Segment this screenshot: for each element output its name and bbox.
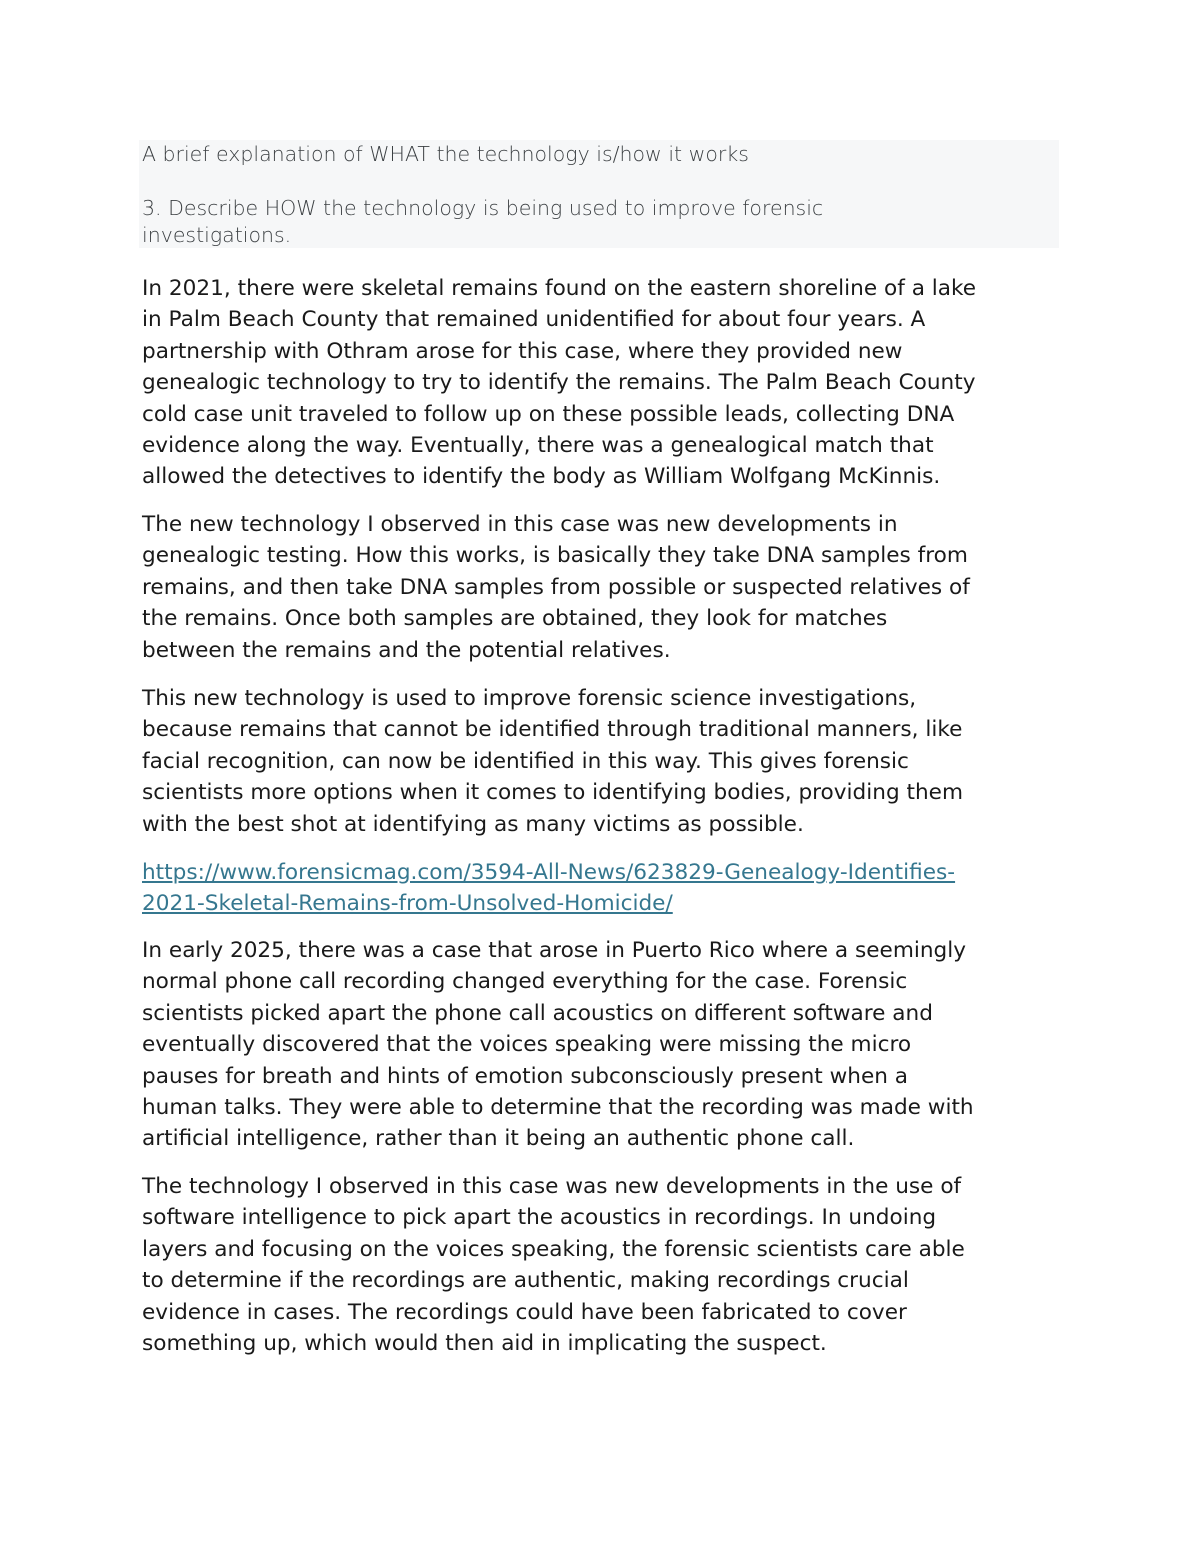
text-line: partnership with Othram arose for this case, where they provided new <box>142 338 903 364</box>
text-line: normal phone call recording changed everything for the case. Forensic <box>142 969 908 995</box>
text-line: eventually discovered that the voices speaking were missing the micro <box>142 1032 912 1058</box>
text-line: In 2021, there were skeletal remains found on the eastern shoreline of a lake <box>142 276 977 301</box>
text-line: something up, which would then aid in implicating the suspect. <box>142 1331 827 1357</box>
text-line: This new technology is used to improve forensic science investigations, <box>142 686 917 711</box>
text-line: cold case unit traveled to follow up on these possible leads, collecting DNA <box>142 401 955 427</box>
text-line: In early 2025, there was a case that arose in Puerto Rico where a seemingly <box>142 938 967 963</box>
assignment-prompt-box <box>139 140 1059 248</box>
paragraph-2021-case <box>142 273 1072 493</box>
text-line: genealogic technology to try to identify the remains. The Palm Beach County <box>142 370 976 396</box>
text-line: genealogic testing. How this works, is basically they take DNA samples from <box>142 543 968 569</box>
text-line: evidence in cases. The recordings could have been fabricated to cover <box>142 1299 907 1325</box>
text-line: scientists more options when it comes to identifying bodies, providing them <box>142 780 963 806</box>
prompt-line-how-cont: investigations. <box>142 223 292 247</box>
paragraph-genealogic-technology <box>142 509 1072 666</box>
text-line: layers and focusing on the voices speaking, the forensic scientists care able <box>142 1236 965 1262</box>
prompt-line-how: 3. Describe HOW the technology is being used to improve forensic <box>142 196 824 220</box>
text-line: evidence along the way. Eventually, there was a genealogical match that <box>142 433 934 459</box>
text-line: remains, and then take DNA samples from possible or suspected relatives of <box>142 574 970 600</box>
text-line: artificial intelligence, rather than it being an authentic phone call. <box>142 1126 855 1152</box>
source-link-line[interactable]: https://www.forensicmag.com/3594-All-News/623829-Genealogy-Identifies- <box>142 860 956 885</box>
source-link[interactable] <box>142 857 1072 920</box>
paragraph-forensic-improvement <box>142 683 1072 840</box>
text-line: The new technology I observed in this case was new developments in <box>142 512 898 537</box>
text-line: The technology I observed in this case was new developments in the use of <box>142 1174 962 1199</box>
text-line: the remains. Once both samples are obtained, they look for matches <box>142 606 888 632</box>
text-line: with the best shot at identifying as many victims as possible. <box>142 811 804 837</box>
prompt-line-what: A brief explanation of WHAT the technology is/how it works <box>142 142 749 166</box>
text-line: facial recognition, can now be identified in this way. This gives forensic <box>142 748 909 774</box>
source-link-line[interactable]: 2021-Skeletal-Remains-from-Unsolved-Homicide/ <box>142 891 673 917</box>
text-line: human talks. They were able to determine that the recording was made with <box>142 1095 974 1121</box>
text-line: between the remains and the potential relatives. <box>142 637 671 663</box>
paragraph-acoustic-technology <box>142 1171 1072 1359</box>
text-line: pauses for breath and hints of emotion subconsciously present when a <box>142 1063 909 1089</box>
text-line: to determine if the recordings are authentic, making recordings crucial <box>142 1268 909 1294</box>
text-line: in Palm Beach County that remained unidentified for about four years. A <box>142 307 926 333</box>
text-line: allowed the detectives to identify the body as William Wolfgang McKinnis. <box>142 464 941 490</box>
text-line: because remains that cannot be identified through traditional manners, like <box>142 717 963 743</box>
paragraph-2025-case <box>142 935 1072 1155</box>
text-line: software intelligence to pick apart the acoustics in recordings. In undoing <box>142 1205 937 1231</box>
text-line: scientists picked apart the phone call acoustics on different software and <box>142 1000 933 1026</box>
